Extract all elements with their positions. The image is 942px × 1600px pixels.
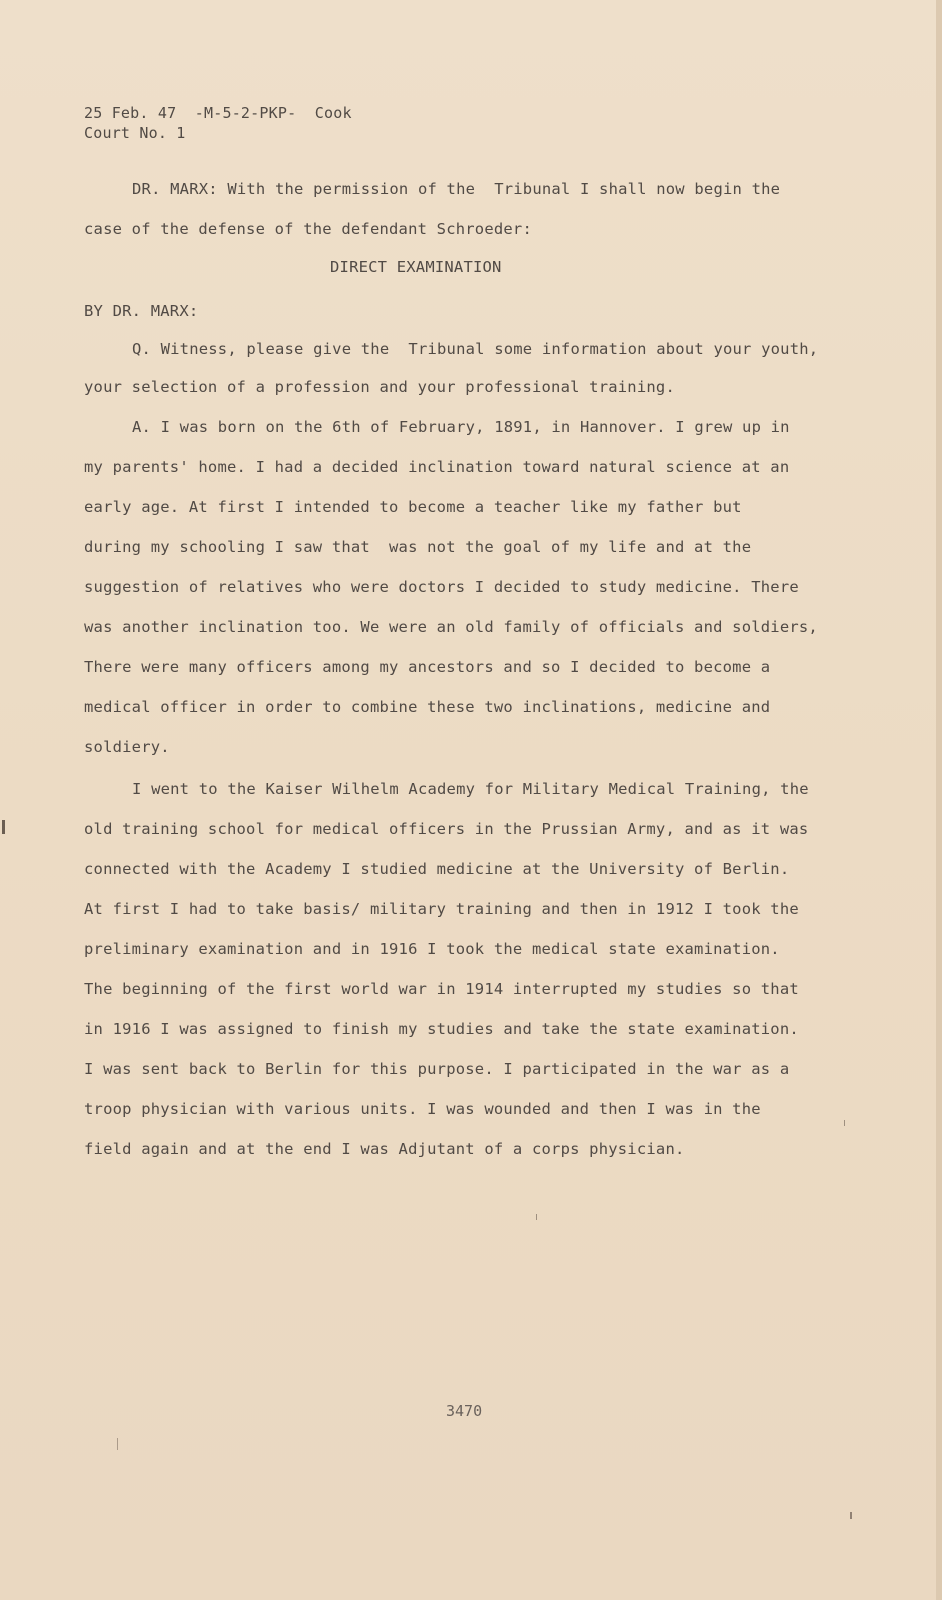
transcript-line: DR. MARX: With the permission of the Tribunal I shall now begin the: [132, 180, 781, 198]
answer-line: field again and at the end I was Adjutant of a corps physician.: [84, 1140, 685, 1158]
paper-mark: [850, 1512, 852, 1519]
transcript-line: case of the defense of the defendant Schroeder:: [84, 220, 532, 238]
answer-line: A. I was born on the 6th of February, 1891, in Hannover. I grew up in: [132, 418, 790, 436]
paper-mark: [536, 1214, 537, 1220]
answer-line: connected with the Academy I studied medicine at the University of Berlin.: [84, 860, 790, 878]
header-date-line: 25 Feb. 47 -M-5-2-PKP- Cook: [84, 104, 352, 122]
page-edge: [936, 0, 942, 1600]
answer-line: medical officer in order to combine these two inclinations, medicine and: [84, 698, 771, 716]
answer-line: The beginning of the first world war in 1914 interrupted my studies so that: [84, 980, 799, 998]
answer-line: was another inclination too. We were an old family of officials and soldiers,: [84, 618, 818, 636]
paper-mark: [117, 1438, 118, 1450]
question-line: Q. Witness, please give the Tribunal some information about your youth,: [132, 340, 819, 358]
answer-line: during my schooling I saw that was not the goal of my life and at the: [84, 538, 752, 556]
answer-line: old training school for medical officers in the Prussian Army, and as it was: [84, 820, 809, 838]
answer-line: my parents' home. I had a decided inclination toward natural science at an: [84, 458, 790, 476]
answer-line: soldiery.: [84, 738, 170, 756]
paper-mark: [844, 1120, 845, 1126]
question-line: your selection of a profession and your professional training.: [84, 378, 675, 396]
paper-mark: [2, 820, 5, 834]
section-heading: DIRECT EXAMINATION: [330, 258, 502, 276]
answer-line: At first I had to take basis/ military training and then in 1912 I took the: [84, 900, 799, 918]
examiner-line: BY DR. MARX:: [84, 302, 199, 320]
answer-line: preliminary examination and in 1916 I took the medical state examination.: [84, 940, 780, 958]
answer-line: suggestion of relatives who were doctors I decided to study medicine. There: [84, 578, 799, 596]
answer-line: in 1916 I was assigned to finish my studies and take the state examination.: [84, 1020, 799, 1038]
answer-line: early age. At first I intended to become a teacher like my father but: [84, 498, 742, 516]
answer-line: I went to the Kaiser Wilhelm Academy for Military Medical Training, the: [132, 780, 809, 798]
answer-line: troop physician with various units. I was wounded and then I was in the: [84, 1100, 761, 1118]
answer-line: I was sent back to Berlin for this purpose. I participated in the war as a: [84, 1060, 790, 1078]
header-court-line: Court No. 1: [84, 124, 186, 142]
answer-line: There were many officers among my ancestors and so I decided to become a: [84, 658, 771, 676]
page-number: 3470: [446, 1402, 483, 1420]
